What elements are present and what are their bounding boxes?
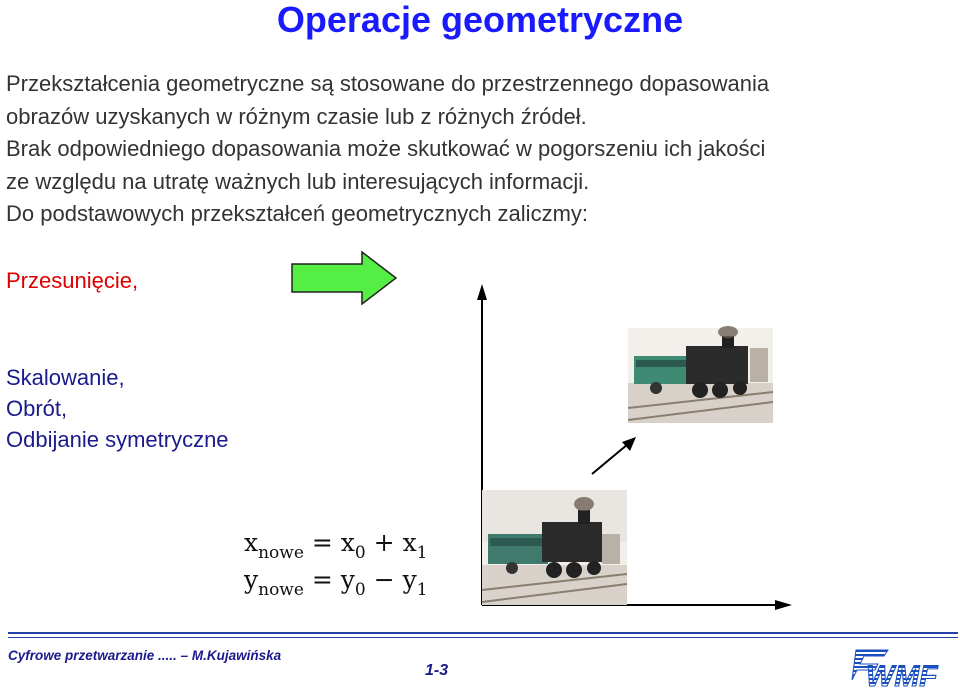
logo-text: WMF — [866, 660, 938, 692]
formula-var: y — [340, 565, 355, 594]
formula-var: x — [402, 528, 417, 557]
page-number: 1-3 — [425, 662, 449, 679]
formula-line-y — [244, 565, 428, 600]
paragraph-line: Przekształcenia geometryczne są stosowane do przestrzennego dopasowania — [6, 71, 770, 96]
translation-vector-arrow — [592, 437, 636, 474]
operation-rotation: Obrót, — [6, 396, 68, 421]
paragraph-line: ze względu na utratę ważnych lub interesujących informacji. — [6, 168, 590, 194]
formula-var: y — [244, 565, 259, 594]
formula-var: x — [244, 528, 259, 557]
formula-eq: = — [311, 528, 333, 557]
operation-scaling: Skalowanie, — [6, 365, 125, 390]
formula-var: x — [340, 528, 355, 557]
train-image-translated — [628, 326, 773, 423]
formula-op: + — [373, 528, 395, 557]
formula-sub: nowe — [258, 580, 304, 600]
train-image-original — [482, 490, 627, 605]
green-arrow-icon — [290, 250, 400, 306]
footer-divider — [8, 632, 958, 634]
formula-var: y — [402, 565, 417, 594]
operation-reflection: Odbijanie symetryczne — [6, 427, 229, 452]
formula-line-x — [244, 528, 428, 563]
faculty-logo — [848, 646, 954, 692]
paragraph-line: Do podstawowych przekształceń geometrycznych zaliczmy: — [6, 201, 589, 227]
slide-title: Operacje geometryczne — [276, 0, 684, 40]
footer-author: – M.Kujawińska — [180, 648, 282, 663]
footer-divider — [8, 637, 958, 638]
intro-paragraph — [6, 68, 956, 231]
operation-translation: Przesunięcie, — [6, 268, 139, 293]
formula-op: − — [373, 565, 395, 594]
formula-sub: 0 — [354, 543, 366, 563]
formula-eq: = — [311, 565, 333, 594]
formula-sub: 1 — [416, 543, 428, 563]
paragraph-line: obrazów uzyskanych w różnym czasie lub z różnych źródeł. — [6, 103, 587, 129]
translation-diagram — [470, 280, 800, 620]
formula-sub: nowe — [258, 543, 304, 563]
paragraph-line: Brak odpowiedniego dopasowania może skutkować w pogorszeniu ich jakości — [6, 136, 766, 162]
footer-credit — [8, 648, 281, 663]
formula-sub: 1 — [416, 580, 428, 600]
footer-course: Cyfrowe przetwarzanie ..... — [8, 648, 177, 663]
formula-sub: 0 — [354, 580, 366, 600]
